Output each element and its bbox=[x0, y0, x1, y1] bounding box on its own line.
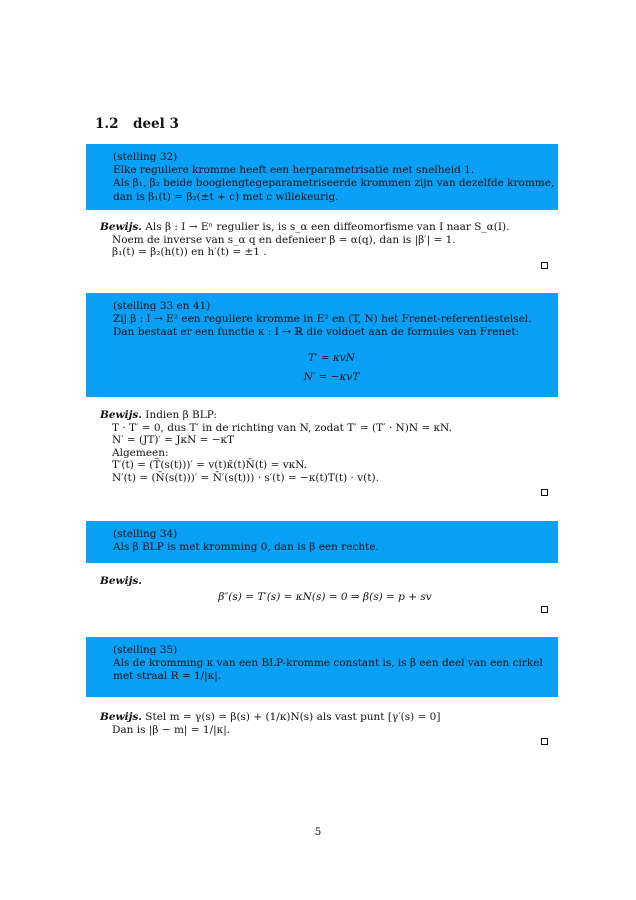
proof bbox=[100, 575, 550, 603]
proof bbox=[100, 409, 550, 484]
theorem-label: (stelling 35) bbox=[113, 644, 178, 656]
frenet-equation: N′ = −κvT bbox=[303, 370, 360, 383]
theorem-line: Elke reguliere kromme heeft een herparametrisatie met snelheid 1. bbox=[113, 164, 475, 177]
proof-label: Bewijs. bbox=[100, 711, 142, 723]
proof bbox=[100, 221, 550, 259]
section-number: 1.2 bbox=[95, 116, 119, 132]
proof-line: N′(t) = (N̄(s(t)))′ = N̄′(s(t))) · s′(t) = −κ(t)T(t) · v(t). bbox=[112, 471, 379, 484]
proof-line: Dan is |β − m| = 1/|κ|. bbox=[112, 723, 231, 736]
proof-line: Indien β BLP: bbox=[145, 409, 217, 421]
qed-square-icon bbox=[541, 606, 548, 613]
theorem-line: Dan bestaat er een functie κ : I → ℝ die voldoet aan de formules van Frenet: bbox=[113, 326, 520, 339]
proof-label: Bewijs. bbox=[100, 221, 142, 233]
theorem-line: Als β₁, β₂ beide booglengtegeparametriseerde krommen zijn van dezelfde kromme, bbox=[113, 177, 555, 190]
theorem-box bbox=[86, 144, 558, 210]
proof-line: N′ = (JT)′ = JκN = −κT bbox=[112, 434, 235, 446]
theorem-line: Als de kromming κ van een BLP-kromme constant is, is β een deel van een cirkel met straal R = 1/|κ|. bbox=[113, 657, 543, 683]
theorem-label: (stelling 33 en 41) bbox=[113, 300, 211, 312]
theorem-line: Als β BLP is met kromming 0, dan is β een rechte. bbox=[113, 541, 379, 554]
qed-square-icon bbox=[541, 738, 548, 745]
proof-label: Bewijs. bbox=[100, 409, 142, 421]
theorem-label: (stelling 32) bbox=[113, 151, 178, 163]
proof-label: Bewijs. bbox=[100, 575, 142, 587]
proof-line: T · T′ = 0, dus T′ in de richting van N, zodat T′ = (T′ · N)N = κN. bbox=[112, 421, 452, 434]
page-number: 5 bbox=[314, 826, 322, 838]
proof-line: β₁(t) = β₂(h(t)) en h′(t) = ±1 . bbox=[112, 246, 267, 258]
theorem-line: Zij β : I → E² een reguliere kromme in E² en (T, N) het Frenet-referentiestelsel. bbox=[113, 313, 532, 326]
section-title-text: deel 3 bbox=[133, 116, 179, 132]
theorem-label: (stelling 34) bbox=[113, 528, 178, 540]
qed-square-icon bbox=[541, 262, 548, 269]
frenet-equation: T′ = κvN bbox=[308, 351, 355, 364]
proof bbox=[100, 711, 550, 736]
qed-square-icon bbox=[541, 489, 548, 496]
theorem-box bbox=[86, 637, 558, 697]
theorem-box bbox=[86, 293, 558, 397]
proof-line: Algemeen: bbox=[112, 446, 169, 459]
proof-line: Stel m = γ(s) = β(s) + (1/κ)N(s) als vast punt [γ′(s) = 0] bbox=[145, 711, 441, 723]
proof-line: Als β : I → Eⁿ regulier is, is s_α een diffeomorfisme van I naar S_α(I). bbox=[145, 221, 510, 233]
proof-line: Noem de inverse van s_α q en defenieer β = α(q), dan is |β′| = 1. bbox=[112, 233, 456, 246]
section-title bbox=[95, 116, 179, 132]
theorem-line: dan is β₁(t) = β₂(±t + c) met c willekeurig. bbox=[113, 190, 339, 203]
proof-equation: β″(s) = T′(s) = κN(s) = 0 ⇒ β(s) = p + sv bbox=[218, 590, 432, 603]
theorem-box bbox=[86, 521, 558, 563]
proof-line: T′(t) = (T̄(s(t)))′ = v(t)κ̄(t)N̄(t) = vκN. bbox=[112, 459, 308, 471]
